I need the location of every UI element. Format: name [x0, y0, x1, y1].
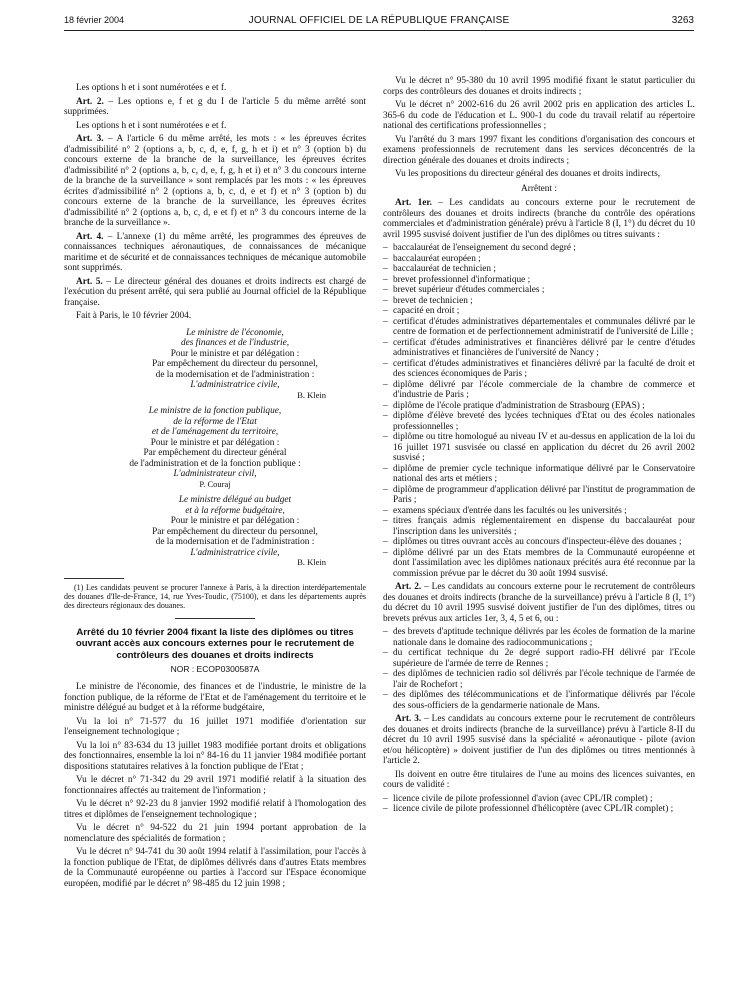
list-item: – diplôme délivré par un des Etats membres de la Communauté européenne et dont l'assimilation avec les diplômes nationaux précités aura été reconnue par la commission prévue par le décret du 30 août 1994 susvisé. — [383, 548, 695, 580]
list-item: – titres français admis réglementairement en dispense du baccalauréat pour l'inscription dans les universités ; — [383, 516, 695, 537]
footnote: (1) Les candidats peuvent se procurer l'annexe à Paris, à la direction interdépartementale des douanes d'Ile-de-France, 14, rue Yves-Toudic, (75100), et dans les départements auprès des directeurs régionaux des douanes. — [64, 582, 366, 610]
header-date: 18 février 2004 — [64, 15, 125, 25]
list-item: – diplôme de l'école pratique d'administration de Strasbourg (EPAS) ; — [383, 401, 695, 412]
paragraph: Le ministre de l'économie, des finances et de l'industrie, le ministre de la fonction publique, de la réforme de l'Etat et de l'aménagement du territoire et le ministre délégué au budget et à la réforme budgétaire, — [64, 682, 366, 714]
paragraph: Vu le décret n° 95-380 du 10 avril 1995 modifié fixant le statut particulier du corps des contrôleurs des douanes et droits indirects ; — [383, 76, 695, 97]
decree-title: Arrêté du 10 février 2004 fixant la liste des diplômes ou titres ouvrant accès aux concours externes pour le recrutement de contrôleurs des douanes et droits indirects — [75, 626, 355, 661]
signature-line: Pour le ministre et par délégation : — [150, 437, 280, 448]
paragraph: Vu le décret n° 71-342 du 29 avril 1971 modifié relatif à la situation des fonctionnaires affectés au traitement de l'information ; — [64, 775, 366, 796]
list-item: – certificat d'études administratives et financières délivré par la faculté de droit et des sciences économiques de Paris ; — [383, 359, 695, 380]
list-item: – diplôme de programmeur d'application délivré par l'institut de programmation de Paris ; — [383, 485, 695, 506]
list-item: – brevet de technicien ; — [383, 296, 695, 307]
paragraph: Vu l'arrêté du 3 mars 1997 fixant les conditions d'organisation des concours et examens professionnels de recrutement dans les services déconcentrés de la direction générale des douanes et droits indirects ; — [383, 134, 695, 166]
signature-line: de la réforme de l'Etat — [173, 416, 257, 427]
article-text: – Les candidats au concours externe pour le recrutement de contrôleurs des douanes et droits indirects (branche de la surveillance) prévu à l'article 8 (I, 1°) du décret du 10 avril 1995 susvisé doivent justifier de l'un des diplômes, titres ou brevets prévus aux articles 1er, 3, 4, 5 et 6, ou : — [383, 582, 695, 624]
list-item: – capacité en droit ; — [383, 306, 695, 317]
article-label: Art. 2. — [395, 582, 422, 592]
header-rule — [64, 30, 694, 31]
list-item: – licence civile de pilote professionnel d'hélicoptère (avec CPL/IR complet) ; — [383, 804, 695, 815]
signature-line: Par empêchement du directeur du personnel, — [152, 526, 318, 537]
article-label: Art. 1er. — [395, 198, 432, 208]
signature-line: et à la réforme budgétaire, — [185, 505, 285, 516]
signature-line: de la modernisation et de l'administration : — [155, 537, 315, 548]
signatory-name: P. Couraj — [199, 478, 231, 489]
signature-line: Le ministre de la fonction publique, — [148, 406, 282, 417]
licence-list — [383, 794, 695, 815]
article-label: Art. 3. — [395, 714, 422, 724]
list-item: – diplôme ou titre homologué au niveau IV et au-dessus en application de la loi du 16 juillet 1971 susvisée ou classé en application du décret du 26 avril 2002 susvisé ; — [383, 432, 695, 464]
article-2-right — [383, 582, 695, 624]
header-page-number: 3263 — [671, 15, 694, 26]
paragraph: Ils doivent en outre être titulaires de l'une au moins des licences suivantes, en cours de validité : — [383, 769, 695, 790]
signature-line: des finances et de l'industrie, — [180, 338, 290, 348]
article-text: – A l'article 6 du même arrêté, les mots : « les épreuves écrites d'admissibilité n° 2 (options a, b, c, d, e, f, g, h et i) et n° 3 (option b) du concours externe de la branche de la surveillance, les épreuves écrites d'admissibilité n° 2 (options a, b, c, d, e, f, g, h et i) et n° 3 du concours interne de la branche de la surveillance » sont remplacés par les mots : « les épreuves écrites d'admissibilité n° 2 (options a, b, c, d, e et f) et n° 3 (option b) du concours externe de la branche de la surveillance, les épreuves écrites d'admissibilité n° 2 (options a, b, c, d, e et f) et n° 3 du concours interne de la branche de la surveillance ». — [64, 134, 366, 228]
paragraph: Les options h et i sont numérotées e et f. — [76, 120, 227, 131]
signature-block-fonction-publique — [64, 406, 366, 489]
article-label: Art. 5. — [76, 276, 103, 287]
paragraph: Vu les propositions du directeur général des douanes et droits indirects, — [395, 169, 661, 179]
signatory-name: B. Klein — [297, 557, 326, 568]
paragraph: Vu le décret n° 92-23 du 8 janvier 1992 modifié relatif à l'homologation des titres et diplômes de l'enseignement technologique ; — [64, 799, 366, 820]
list-item: – certificat d'études administratives et financières délivré par le centre d'études administratives et financières de l'université de Nancy ; — [383, 338, 695, 359]
signature-line: Le ministre de l'économie, — [186, 327, 284, 338]
header-journal-title: JOURNAL OFFICIEL DE LA RÉPUBLIQUE FRANÇAISE — [248, 15, 510, 26]
arretent-heading: Arrêtent : — [521, 183, 557, 194]
article-text: – Les candidats au concours externe pour le recrutement de contrôleurs des douanes et droits indirects (branche de la surveillance) prévu à l'article 8-II du décret du 10 avril 1995 susvisé dans la spécialité « aéronautique - pilote (avion et/ou hélicoptère) » doivent justifier de l'un des diplômes ou titres mentionnés à l'article 2. — [383, 714, 695, 766]
page-header — [64, 15, 694, 29]
article-text: – Les options e, f et g du I de l'article 5 du même arrêté sont supprimées. — [64, 96, 366, 117]
article-text: – Les candidats au concours externe pour le recrutement de contrôleurs des douanes et droits indirects (branche du contrôle des opérations commerciales et d'administration générale) prévu à l'article 8 (I, 1°) du décret du 10 avril 1995 susvisé doivent justifier de l'un des diplômes ou titres suivants : — [383, 198, 695, 240]
brevet-list — [383, 627, 695, 711]
signature-line: et de l'aménagement du territoire, — [151, 427, 279, 438]
nor-reference: NOR : ECOP0300587A — [170, 663, 260, 674]
article-1 — [383, 198, 695, 240]
diploma-list — [383, 243, 695, 579]
signature-line: L'administratrice civile, — [190, 547, 280, 558]
signatory-name: B. Klein — [297, 389, 326, 400]
list-item: – diplôme délivré par l'école commerciale de la chambre de commerce et d'industrie de Paris ; — [383, 380, 695, 401]
signature-line: Par empêchement du directeur général — [143, 448, 287, 459]
list-item: – du certificat technique du 2e degré support radio-FH délivré par l'Ecole supérieure de l'armée de terre de Rennes ; — [383, 648, 695, 669]
list-item: – licence civile de pilote professionnel d'avion (avec CPL/IR complet) ; — [383, 794, 695, 805]
list-item: – certificat d'études administratives départementales et communales délivré par le centre de formation et de perfectionnement administratif de l'université de Lille ; — [383, 317, 695, 338]
paragraph: Vu le décret n° 94-522 du 21 juin 1994 portant approbation de la nomenclature des spécialités de formation ; — [64, 823, 366, 844]
signature-block-economie — [64, 328, 366, 401]
list-item: – des diplômes des télécommunications et de l'informatique délivrés par l'école des sous-officiers de la gendarmerie nationale de Mans. — [383, 690, 695, 711]
signature-date: Fait à Paris, le 10 février 2004. — [76, 311, 192, 321]
paragraph: Vu la loi n° 71-577 du 16 juillet 1971 modifiée d'orientation sur l'enseignement technologique ; — [64, 716, 366, 738]
signature-line: Pour le ministre et par délégation : — [170, 516, 300, 527]
article-label: Art. 3. — [76, 134, 104, 144]
article-3-right — [383, 714, 695, 767]
article-text: – L'annexe (1) du même arrêté, les programmes des épreuves de connaissances techniques aéronautiques, de connaissances de mécanique maritime et de sécurité et de connaissances techniques de mécanique automobile sont supprimés. — [64, 231, 366, 273]
list-item: – diplôme d'élève breveté des lycées techniques d'Etat ou des écoles nationales professionnelles ; — [383, 411, 695, 432]
list-item: – examens spéciaux d'entrée dans les facultés ou les universités ; — [383, 506, 695, 517]
signature-block-budget — [64, 495, 366, 568]
section-separator — [175, 618, 255, 619]
article-label: Art. 4. — [76, 231, 104, 242]
article-5 — [64, 277, 366, 309]
signature-line: Par empêchement du directeur du personnel, — [152, 359, 318, 369]
signature-line: de la modernisation et de l'administration : — [155, 369, 315, 380]
article-4 — [64, 232, 366, 274]
paragraph: Vu la loi n° 83-634 du 13 juillet 1983 modifiée portant droits et obligations des fonctionnaires, ensemble la loi n° 84-16 du 11 janvier 1984 modifiée portant dispositions statutaires relatives à la fonction publique de l'Etat ; — [64, 740, 366, 772]
article-text: – Le directeur général des douanes et droits indirects est chargé de l'exécution du présent arrêté, qui sera publié au Journal officiel de la République française. — [64, 276, 366, 308]
list-item: – baccalauréat de technicien ; — [383, 264, 695, 275]
footnote-rule — [64, 578, 124, 579]
signature-line: Pour le ministre et par délégation : — [170, 348, 300, 359]
list-item: – brevet supérieur d'études commerciales ; — [383, 285, 695, 296]
list-item: – brevet professionnel d'informatique ; — [383, 275, 695, 286]
list-item: – diplômes ou titres ouvrant accès au concours d'inspecteur-élève des douanes ; — [383, 537, 695, 548]
article-label: Art. 2. — [76, 96, 104, 107]
list-item: – baccalauréat de l'enseignement du second degré ; — [383, 243, 695, 254]
signature-line: Le ministre délégué au budget — [178, 495, 292, 506]
paragraph: Vu le décret n° 94-741 du 30 août 1994 relatif à l'assimilation, pour l'accès à la fonction publique de l'Etat, de diplômes délivrés dans d'autres Etats membres de la Communauté européenne ou parties à l'accord sur l'Espace économique européen, modifié par le décret n° 98-485 du 12 juin 1998 ; — [64, 847, 366, 889]
list-item: – baccalauréat européen ; — [383, 254, 695, 265]
signature-line: de l'administration et de la fonction publique : — [129, 458, 301, 469]
list-item: – des brevets d'aptitude technique délivrés par les écoles de formation de la marine nationale dans le domaine des radiocommunications ; — [383, 627, 695, 648]
list-item: – diplôme de premier cycle technique informatique délivré par le Conservatoire national des arts et métiers ; — [383, 464, 695, 485]
signature-line: L'administrateur civil, — [173, 469, 257, 480]
paragraph: Vu le décret n° 2002-616 du 26 avril 2002 pris en application des articles L. 365-6 du code de l'éducation et L. 900-1 du code du travail relatif au répertoire national des certifications professionnelles ; — [383, 100, 695, 131]
article-2 — [64, 97, 366, 118]
signature-line: L'administratrice civile, — [190, 380, 280, 390]
list-item: – des diplômes de technicien radio sol délivrés par l'école technique de l'armée de l'air de Rochefort ; — [383, 669, 695, 690]
right-column — [383, 76, 695, 818]
article-3 — [64, 134, 366, 229]
left-column — [64, 83, 366, 892]
paragraph: Les options h et i sont numérotées e et f. — [76, 83, 227, 93]
